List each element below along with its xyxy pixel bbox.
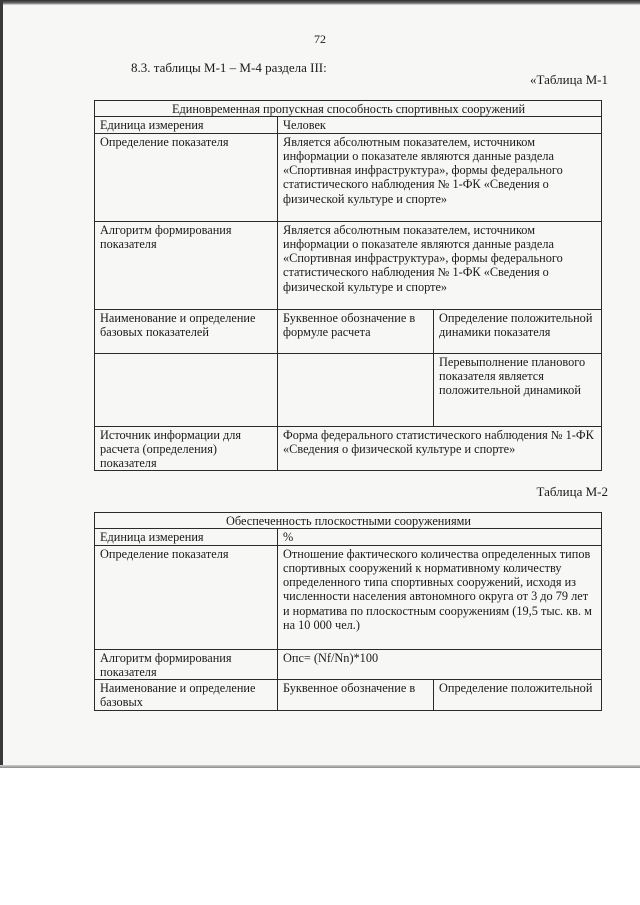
table-row: [95, 545, 602, 649]
table-row: [95, 309, 602, 353]
definition-value: Является абсолютным показателем, источником информации о показателе являются данные раздела «Спортивная инфраструктура», формы федерального статистического наблюдения № 1-ФК «Сведения о физической культуре и спорте»: [278, 133, 602, 221]
algorithm-label: Алгоритм формирования показателя: [95, 221, 278, 309]
positive-dynamics-header: Определение положительной динамики показателя: [434, 309, 602, 353]
table-row: [95, 529, 602, 545]
scan-edge-bottom: [0, 765, 640, 768]
unit-label: Единица измерения: [95, 117, 278, 133]
definition-value: Отношение фактического количества определенных типов спортивных сооружений к нормативному количеству определенного типа спортивных сооружений, исходя из численности населения автономного округа от 3 до 79 лет и норматива по плоскостным сооружениям (19,5 тыс. кв. м на 10 000 чел.): [278, 545, 602, 649]
unit-value: Человек: [278, 117, 602, 133]
table-row: [95, 680, 602, 711]
empty-cell: [278, 353, 434, 426]
algorithm-formula: Опс= (Nf/Nn)*100: [278, 649, 602, 680]
table-row: [95, 117, 602, 133]
page-number: 72: [314, 32, 326, 46]
table-row: [95, 649, 602, 680]
table-row: [95, 133, 602, 221]
table-row: [95, 426, 602, 471]
table-m2-title: Обеспеченность плоскостными сооружениями: [95, 513, 602, 529]
scan-edge-left: [0, 0, 3, 768]
base-indicators-label: Наименование и определение базовых показателей: [95, 309, 278, 353]
definition-label: Определение показателя: [95, 133, 278, 221]
table-m1-caption: «Таблица М-1: [530, 72, 608, 87]
source-value: Форма федерального статистического наблюдения № 1-ФК «Сведения о физической культуре и спорте»: [278, 426, 602, 471]
positive-dynamics-value: Перевыполнение планового показателя является положительной динамикой: [434, 353, 602, 426]
base-indicators-label: Наименование и определение базовых: [95, 680, 278, 711]
section-heading: 8.3. таблицы М-1 – М-4 раздела III:: [131, 60, 327, 75]
letter-designation-header: Буквенное обозначение в формуле расчета: [278, 309, 434, 353]
algorithm-label: Алгоритм формирования показателя: [95, 649, 278, 680]
empty-cell: [95, 353, 278, 426]
table-row: [95, 221, 602, 309]
definition-label: Определение показателя: [95, 545, 278, 649]
table-m1: [94, 100, 602, 471]
unit-label: Единица измерения: [95, 529, 278, 545]
table-row: [95, 101, 602, 117]
table-m2: [94, 512, 602, 711]
table-row: [95, 353, 602, 426]
table-m1-title: Единовременная пропускная способность спортивных сооружений: [95, 101, 602, 117]
source-label: Источник информации для расчета (определения) показателя: [95, 426, 278, 471]
positive-dynamics-header: Определение положительной: [434, 680, 602, 711]
scan-edge-top: [0, 0, 640, 5]
table-row: [95, 513, 602, 529]
letter-designation-header: Буквенное обозначение в: [278, 680, 434, 711]
algorithm-value: Является абсолютным показателем, источником информации о показателе являются данные раздела «Спортивная инфраструктура», формы федерального статистического наблюдения № 1-ФК «Сведения о физической культуре и спорте»: [278, 221, 602, 309]
table-m2-caption: Таблица М-2: [536, 484, 608, 499]
unit-value: %: [278, 529, 602, 545]
